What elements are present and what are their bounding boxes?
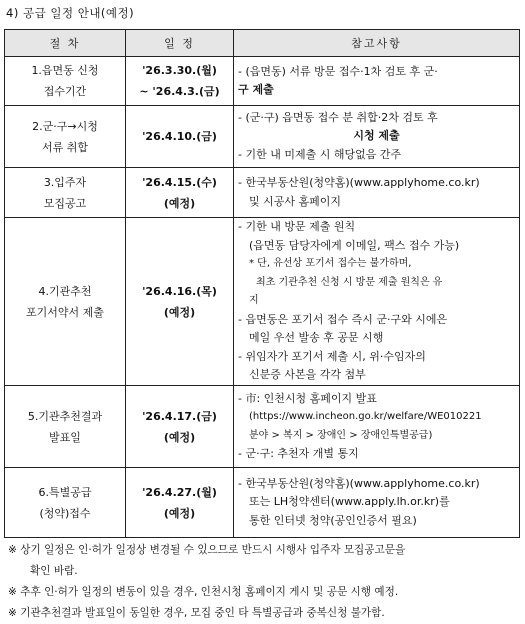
stage-line: 접수기간: [43, 85, 87, 98]
header-notes: 참고사항: [234, 30, 520, 57]
date-line: (예정): [163, 506, 196, 520]
notes-cell: [234, 218, 520, 386]
note-line: 또는 LH청약센터(www.apply.lh.or.kr)를: [249, 495, 450, 509]
note-line: - (군·구) 읍면동 접수 분 취합·2차 검토 후: [238, 110, 438, 124]
note-line: 최초 기관추천 신청 시 방문 제출 원칙은 유: [256, 276, 443, 288]
note-line: (https://www.incheon.go.kr/welfare/WE010221: [249, 411, 482, 422]
date-line: '26.4.16.(목): [142, 284, 217, 298]
stage-line: 포기서약서 제출: [26, 305, 104, 319]
date-line: (예정): [163, 305, 196, 319]
table-row: [5, 468, 520, 538]
stage-cell: [5, 218, 126, 386]
note-line: 통한 인터넷 청약(공인인증서 필요): [249, 513, 417, 527]
date-cell: [126, 57, 234, 106]
stage-cell: [5, 168, 126, 218]
note-line: - (읍면동) 서류 방문 접수·1차 검토 후 군·: [238, 64, 438, 78]
note-line: 시청 제출: [353, 129, 400, 143]
stage-cell: [5, 106, 126, 168]
table-row: [5, 386, 520, 468]
stage-line: 서류 취합: [41, 140, 88, 154]
date-line: '26.4.17.(금): [142, 409, 217, 423]
notes-cell: [234, 106, 520, 168]
table-row: [5, 168, 520, 218]
footnote-3: ※ 기관추천결과 발표일이 동일한 경우, 모집 중인 타 특별공급과 중복신청 불가함.: [8, 607, 385, 619]
note-line: 분야 > 복지 > 장애인 > 장애인특별공급): [249, 429, 433, 441]
note-line: 지: [249, 295, 259, 307]
note-line: - 기한 내 방문 제출 원칙: [238, 220, 356, 234]
header-stage: 절 차: [5, 30, 126, 57]
date-cell: [126, 106, 234, 168]
supply-schedule-table: [4, 29, 520, 538]
notes-cell: [234, 168, 520, 218]
date-cell: [126, 168, 234, 218]
stage-line: 발표일: [49, 430, 81, 444]
note-line: (읍면동 담당자에게 이메일, 팩스 접수 가능): [249, 238, 460, 252]
header-date: 일 정: [126, 30, 234, 57]
table-header-row: [5, 30, 520, 57]
note-line: - 군·구: 추천자 개별 통지: [238, 447, 359, 460]
footnotes: [8, 540, 520, 624]
stage-line: 4.기관추천: [38, 284, 92, 298]
note-line: * 단, 유선상 포기서 접수는 불가하며,: [249, 258, 412, 270]
date-line: '26.3.30.(월): [142, 64, 217, 77]
note-line: - 한국부동산원(청약홈)(www.applyhome.co.kr): [238, 476, 480, 490]
footnote-2: ※ 추후 인·허가 일정의 변동이 있을 경우, 인천시청 홈페이지 게시 및 공문 시행 예정.: [8, 586, 399, 598]
note-line: - 읍면동은 포기서 접수 즉시 군·구와 시에은: [238, 312, 448, 326]
note-line: 신분증 사본을 각각 첨부: [249, 368, 366, 382]
notes-cell: [234, 386, 520, 468]
notes-cell: [234, 57, 520, 106]
footnote-1-continued: 확인 바람.: [30, 565, 78, 577]
date-cell: [126, 468, 234, 538]
table-row: [5, 106, 520, 168]
stage-cell: [5, 468, 126, 538]
note-line: - 위임자가 포기서 제출 시, 위·수임자의: [238, 349, 426, 363]
date-line: (예정): [163, 196, 196, 210]
stage-line: 1.읍면동 신청: [31, 64, 99, 77]
date-line: ~ '26.4.3.(금): [139, 85, 220, 98]
table-row: [5, 218, 520, 386]
date-line: '26.4.15.(수): [142, 175, 217, 189]
stage-line: 5.기관추천결과: [27, 409, 103, 423]
footnote-1: ※ 상기 일정은 인·허가 일정상 변경될 수 있으므로 반드시 시행사 입주자 모집공고문을: [8, 544, 406, 556]
date-line: (예정): [163, 430, 196, 444]
date-cell: [126, 386, 234, 468]
note-line: - 기한 내 미제출 시 해당없음 간주: [238, 147, 402, 161]
date-line: '26.4.10.(금): [142, 130, 217, 143]
stage-line: 2.군·구→시청: [32, 119, 98, 133]
stage-line: 3.입주자: [43, 175, 87, 189]
note-line: 구 제출: [238, 83, 274, 96]
note-line: - 市: 인천시청 홈페이지 발표: [238, 391, 377, 405]
note-line: 메일 우선 발송 후 공문 시행: [249, 331, 384, 345]
note-line: - 한국부동산원(청약홈)(www.applyhome.co.kr): [238, 176, 480, 189]
notes-cell: [234, 468, 520, 538]
stage-cell: [5, 386, 126, 468]
note-line: 및 시공사 홈페이지: [249, 194, 342, 208]
date-line: '26.4.27.(월): [142, 485, 217, 499]
stage-cell: [5, 57, 126, 106]
section-title: 4) 공급 일정 안내(예정): [6, 6, 135, 20]
table-row: [5, 57, 520, 106]
stage-line: 6.특별공급: [38, 485, 92, 499]
stage-line: (청약)접수: [39, 506, 91, 520]
stage-line: 모집공고: [43, 196, 87, 210]
date-cell: [126, 218, 234, 386]
